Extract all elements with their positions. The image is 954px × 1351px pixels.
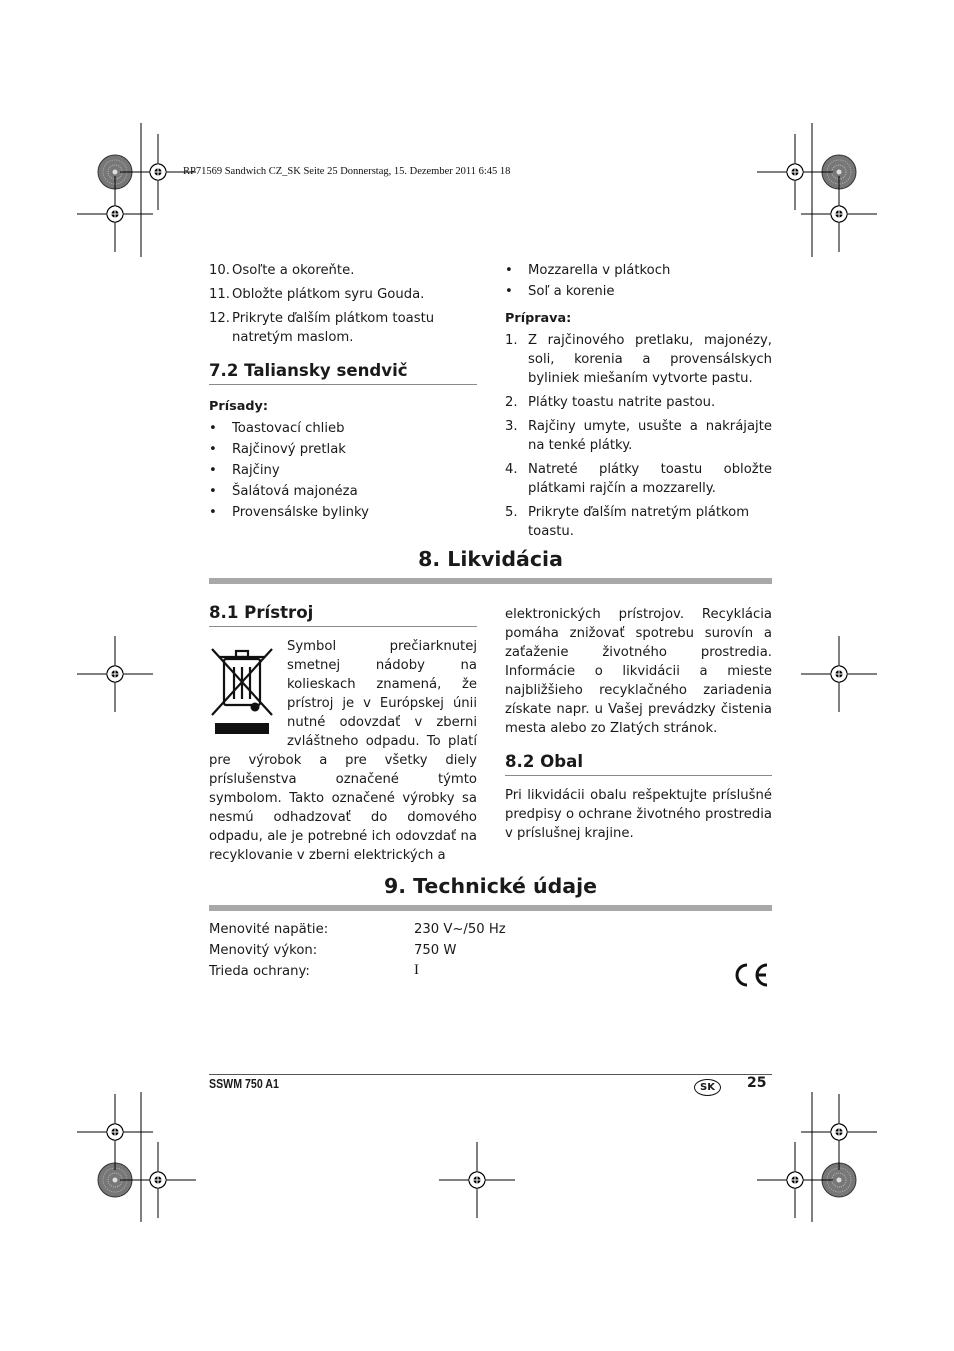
preparation-label: Príprava: xyxy=(505,311,572,326)
crosshair-registration-mark xyxy=(757,134,833,210)
list-item: • Mozzarella v plátkoch xyxy=(505,263,671,278)
section-divider xyxy=(209,905,772,911)
spec-value: I xyxy=(414,962,419,978)
spec-value: 230 V~/50 Hz xyxy=(414,922,506,937)
list-item: • Provensálske bylinky xyxy=(209,505,369,520)
spec-label: Menovitý výkon: xyxy=(209,943,318,958)
ce-mark-icon xyxy=(731,962,771,988)
right-top-column xyxy=(505,261,772,546)
step-item: 11. Obložte plátkom syru Gouda. xyxy=(209,287,425,302)
step-item: 3. Rajčiny umyte, usušte a nakrájajte na tenké plátky. xyxy=(505,419,772,453)
step-item: 10. Osoľte a okoreňte. xyxy=(209,263,355,278)
section-divider xyxy=(209,578,772,584)
section-heading-8: 8. Likvidácia xyxy=(418,547,563,571)
crosshair-registration-mark xyxy=(120,1142,196,1218)
disposal-device-text: Symbol prečiarknutej smetnej nádoby na kolieskach znamená, že prístroj je v Európskej únii nutné odovzdať v zberni zvláštneho odpadu. To platí pre výrobok a pre všetky diely príslušenstva označené týmto symbolom. Takto označené výrobky sa nesmú odhadzovať do domového odpadu, ale je potrebné ich odovzdať na recyklovanie v zberni elektrických a xyxy=(209,639,477,863)
spec-value: 750 W xyxy=(414,943,457,958)
disposal-device-column xyxy=(209,603,477,865)
page-number: 25 xyxy=(747,1075,767,1091)
section-heading-9: 9. Technické údaje xyxy=(383,874,598,898)
crosshair-registration-mark xyxy=(77,1094,153,1170)
crossed-out-wheelie-bin-icon xyxy=(209,643,275,737)
country-badge: SK xyxy=(694,1079,721,1096)
footer-model: SSWM 750 A1 xyxy=(209,1077,279,1091)
crosshair-registration-mark xyxy=(439,1142,515,1218)
section-heading-8-1: 8.1 Prístroj xyxy=(209,603,477,627)
ingredients-label: Prísady: xyxy=(209,399,268,414)
left-top-column xyxy=(209,261,477,524)
print-info-line: RP71569 Sandwich CZ_SK Seite 25 Donnerstag, 15. Dezember 2011 6:45 18 xyxy=(183,166,511,177)
list-item: • Rajčinový pretlak xyxy=(209,442,346,457)
list-item: • Toastovací chlieb xyxy=(209,421,345,436)
crosshair-registration-mark xyxy=(77,176,153,252)
step-item: 4. Natreté plátky toastu obložte plátkami rajčín a mozzarelly. xyxy=(505,462,772,496)
crosshair-registration-mark xyxy=(801,636,877,712)
list-item: • Rajčiny xyxy=(209,463,280,478)
crosshair-registration-mark xyxy=(757,1142,833,1218)
spec-label: Menovité napätie: xyxy=(209,922,329,937)
disposal-device-column-2 xyxy=(505,605,772,843)
disposal-device-text-continued: elektronických prístrojov. Recyklácia pomáha znižovať spotrebu surovín a zaťaženie životného prostredia. Informácie o likvidácii a mieste najbližšieho recyklačného zariadenia získate napr. u Vašej prevádzky čistenia mesta alebo zo Zlatých stránok. xyxy=(505,607,772,736)
crosshair-registration-mark xyxy=(77,636,153,712)
footer-rule xyxy=(209,1074,772,1075)
section-heading-8-2: 8.2 Obal xyxy=(505,752,772,776)
list-item: • Šalátová majonéza xyxy=(209,484,358,499)
step-item: 1. Z rajčinového pretlaku, majonézy, soli, korenia a provensálskych byliniek miešaním vytvorte pastu. xyxy=(505,333,772,386)
step-item: 2. Plátky toastu natrite pastou. xyxy=(505,395,716,410)
section-heading-7-2: 7.2 Taliansky sendvič xyxy=(209,361,477,385)
list-item: • Soľ a korenie xyxy=(505,284,615,299)
step-item: 5. Prikryte ďalším natretým plátkom toastu. xyxy=(505,505,750,539)
packaging-disposal-text: Pri likvidácii obalu rešpektujte príslušné predpisy o ochrane životného prostredia v príslušnej krajine. xyxy=(505,788,772,841)
step-item: 12. Prikryte ďalším plátkom toastu natretým maslom. xyxy=(209,311,435,345)
spec-label: Trieda ochrany: xyxy=(209,964,310,979)
